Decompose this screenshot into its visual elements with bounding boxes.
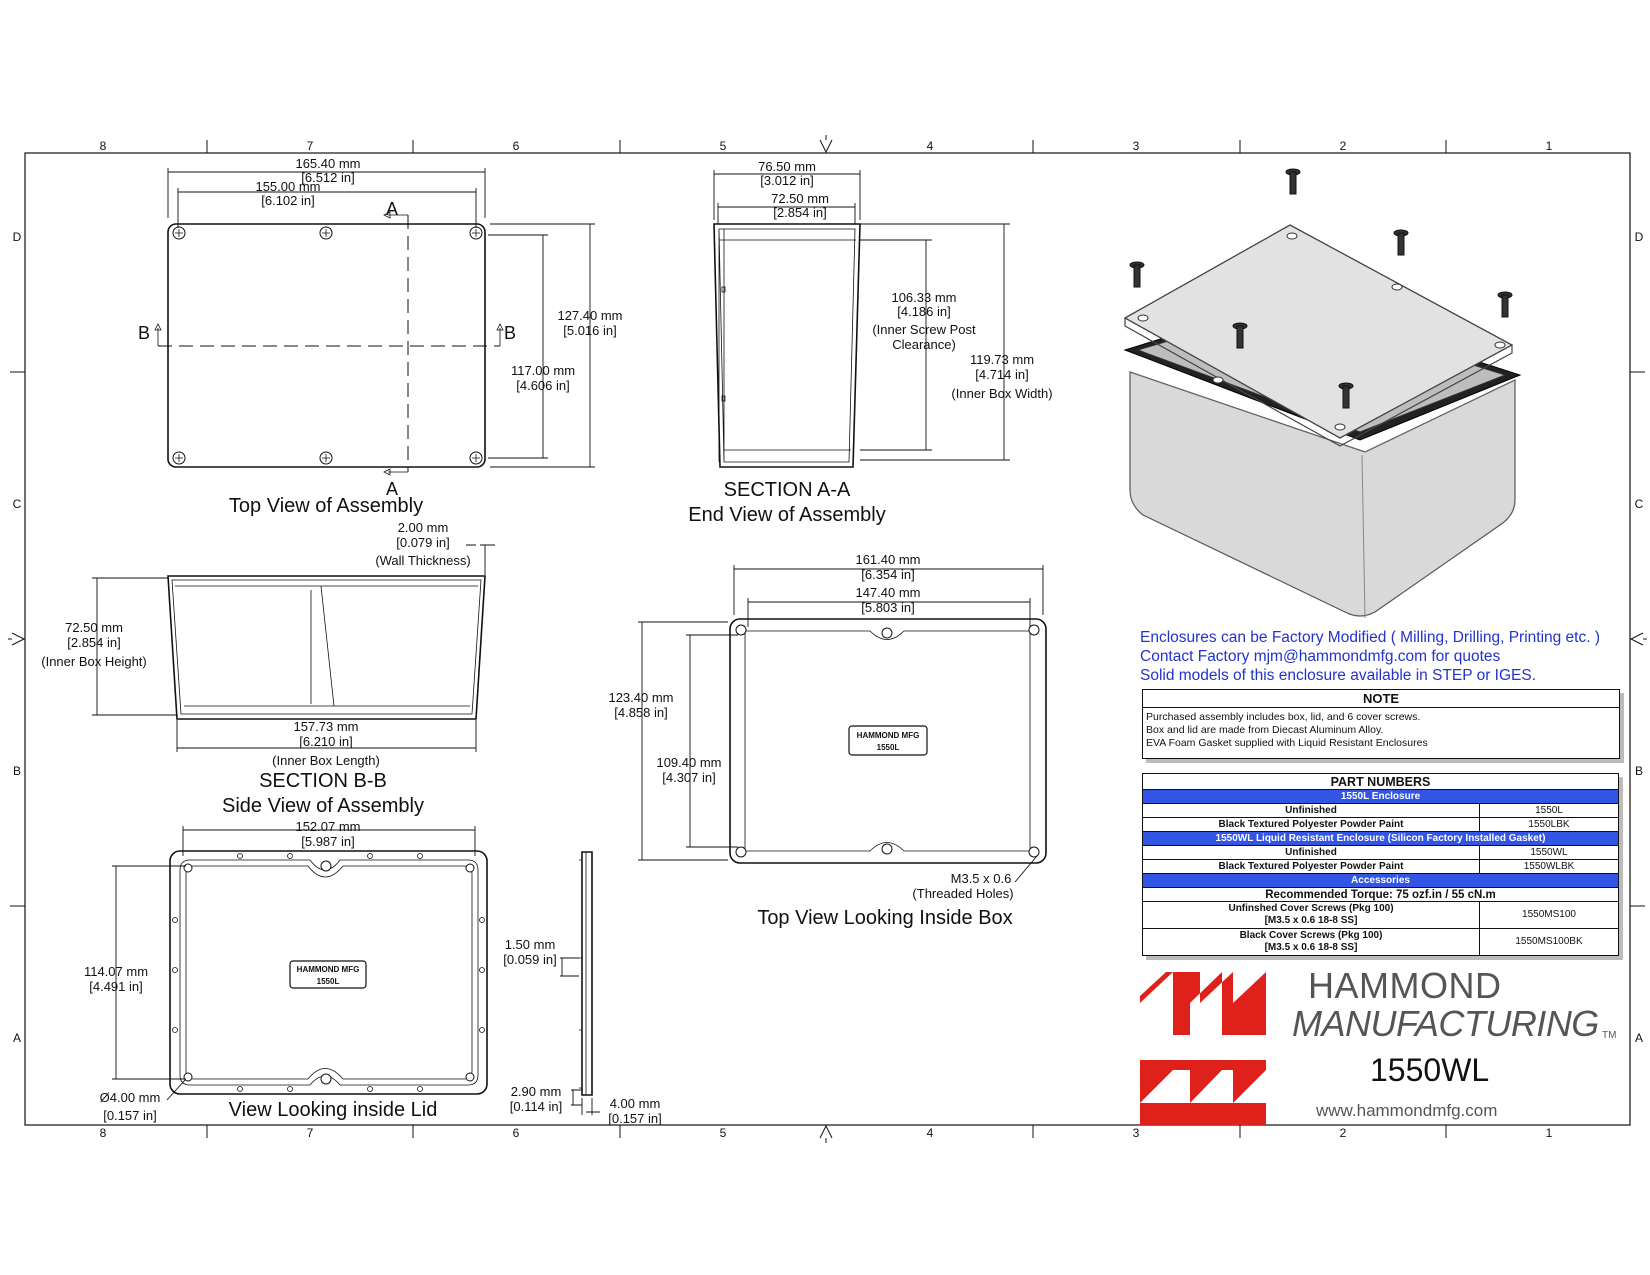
aa-post: 106.33 mm	[891, 290, 957, 305]
aa-post-in: [4.186 in]	[897, 304, 951, 319]
inside-w-outer-in: [6.354 in]	[861, 567, 915, 582]
section-bb	[41, 520, 495, 817]
zone-col-8-bottom: 8	[99, 1126, 107, 1140]
bb-length-note: (Inner Box Length)	[272, 753, 380, 768]
factory-notes	[1140, 628, 1630, 685]
zone-col-2: 2	[1339, 139, 1347, 153]
section-bb-title2: Side View of Assembly	[222, 795, 424, 817]
aa-box-width: 119.73 mm	[969, 352, 1035, 367]
top-width-outer-in: [6.512 in]	[301, 170, 355, 185]
inside-w-outer: 161.40 mm	[855, 552, 921, 567]
part-label-line2: [M3.5 x 0.6 18-8 SS]	[1264, 942, 1358, 953]
zone-row-a-right: A	[1634, 1031, 1644, 1045]
part-numbers-table	[1142, 773, 1619, 956]
aa-post-note1: (Inner Screw Post	[872, 322, 976, 337]
parts-section-1550wl: 1550WL Liquid Resistant Enclosure (Silicon Factory Installed Gasket)	[1143, 832, 1619, 846]
factory-note-2: Contact Factory mjm@hammondmfg.com for quotes	[1140, 648, 1501, 665]
lid-hole-in: [0.157 in]	[103, 1108, 157, 1123]
part-label: Black Textured Polyester Powder Paint	[1143, 860, 1480, 874]
brand-line2: MANUFACTURING	[1292, 1003, 1599, 1044]
lid-inside-view	[84, 819, 487, 1123]
inside-h-outer-in: [4.858 in]	[614, 705, 668, 720]
zone-row-b: B	[12, 764, 22, 778]
lid-t3: 4.00 mm	[609, 1096, 661, 1111]
section-aa	[688, 159, 1052, 526]
bb-height: 72.50 mm	[65, 620, 123, 635]
section-b-label-right: B	[504, 323, 517, 343]
table-row	[1143, 929, 1619, 956]
zone-col-7: 7	[306, 139, 314, 153]
bb-length: 157.73 mm	[293, 719, 359, 734]
part-number: 1550WL	[1480, 846, 1619, 860]
factory-note-1: Enclosures can be Factory Modified ( Milling, Drilling, Printing etc. )	[1140, 629, 1601, 646]
section-a-label-top: A	[386, 199, 399, 219]
top-view-title: Top View of Assembly	[228, 495, 424, 517]
zone-row-c: C	[12, 497, 22, 511]
note-line-1: Purchased assembly includes box, lid, and 6 cover screws.	[1146, 711, 1421, 723]
isometric-enclosure	[1125, 169, 1520, 618]
top-width-inner-in: [6.102 in]	[261, 193, 315, 208]
note-line-3: EVA Foam Gasket supplied with Liquid Resistant Enclosures	[1146, 737, 1428, 749]
zone-col-7-bottom: 7	[306, 1126, 314, 1140]
zone-col-6-bottom: 6	[512, 1126, 520, 1140]
lid-t3-in: [0.157 in]	[608, 1111, 662, 1126]
parts-title: PART NUMBERS	[1143, 774, 1619, 790]
brand-tm: TM	[1602, 1030, 1617, 1041]
zone-col-4: 4	[926, 139, 934, 153]
lid-t2: 2.90 mm	[510, 1084, 562, 1099]
zone-col-1-bottom: 1	[1545, 1126, 1553, 1140]
aa-inner: 72.50 mm	[771, 191, 829, 206]
website-link[interactable]: www.hammondmfg.com	[1316, 1101, 1498, 1120]
parts-torque: Recommended Torque: 75 ozf.in / 55 cN.m	[1143, 888, 1619, 902]
bb-height-in: [2.854 in]	[67, 635, 121, 650]
table-row	[1143, 804, 1619, 818]
zone-row-d-right: D	[1634, 230, 1644, 244]
brand-line1: HAMMOND	[1308, 965, 1502, 1006]
inside-h-outer: 123.40 mm	[608, 690, 674, 705]
zone-col-4-bottom: 4	[926, 1126, 934, 1140]
zone-col-6: 6	[512, 139, 520, 153]
part-number: 1550WLBK	[1480, 860, 1619, 874]
table-row	[1143, 818, 1619, 832]
zone-row-a: A	[12, 1031, 22, 1045]
inside-box-view	[608, 552, 1046, 929]
parts-section-accessories: Accessories	[1143, 874, 1619, 888]
section-b-label-left: B	[138, 323, 151, 343]
bb-wall-in: [0.079 in]	[396, 535, 450, 550]
inside-h-inner: 109.40 mm	[656, 755, 722, 770]
section-bb-title1: SECTION B-B	[259, 770, 387, 792]
lid-label-line2: 1550L	[316, 977, 340, 986]
table-row	[1143, 846, 1619, 860]
inside-h-inner-in: [4.307 in]	[662, 770, 716, 785]
aa-inner-in: [2.854 in]	[773, 205, 827, 220]
top-height-outer: 127.40 mm	[557, 308, 623, 323]
top-width-inner: 155.00 mm	[255, 179, 321, 194]
aa-outer: 76.50 mm	[758, 159, 816, 174]
zone-col-3-bottom: 3	[1132, 1126, 1140, 1140]
zone-col-5-bottom: 5	[719, 1126, 727, 1140]
zone-row-b-right: B	[1634, 764, 1644, 778]
part-number: 1550L	[1480, 804, 1619, 818]
section-aa-title1: SECTION A-A	[723, 479, 851, 501]
part-number: 1550LBK	[1480, 818, 1619, 832]
bb-length-in: [6.210 in]	[299, 734, 353, 749]
lid-t1: 1.50 mm	[504, 937, 556, 952]
part-label-line2: [M3.5 x 0.6 18-8 SS]	[1264, 915, 1358, 926]
part-label	[1143, 902, 1480, 929]
top-height-inner-in: [4.606 in]	[516, 378, 570, 393]
factory-note-3: Solid models of this enclosure available in STEP or IGES.	[1140, 667, 1537, 684]
zone-row-d: D	[12, 230, 22, 244]
lid-width-in: [5.987 in]	[301, 834, 355, 849]
parts-section-1550l: 1550L Enclosure	[1143, 790, 1619, 804]
lid-t2-in: [0.114 in]	[509, 1099, 563, 1114]
top-width-outer: 165.40 mm	[295, 156, 361, 171]
table-row	[1143, 860, 1619, 874]
lid-width: 152.07 mm	[295, 819, 361, 834]
model-number: 1550WL	[1370, 1052, 1490, 1088]
part-label-line1: Black Cover Screws (Pkg 100)	[1239, 930, 1383, 941]
part-label: Black Textured Polyester Powder Paint	[1143, 818, 1480, 832]
part-number: 1550MS100BK	[1480, 929, 1619, 956]
zone-row-c-right: C	[1634, 497, 1644, 511]
top-height-outer-in: [5.016 in]	[563, 323, 617, 338]
zone-col-5: 5	[719, 139, 727, 153]
hammond-logo-mark	[1140, 972, 1266, 1125]
box-label-line2: 1550L	[876, 743, 900, 752]
bb-height-note: (Inner Box Height)	[41, 654, 147, 669]
lid-side-view	[503, 852, 662, 1126]
zone-col-2-bottom: 2	[1339, 1126, 1347, 1140]
part-label: Unfinished	[1143, 804, 1480, 818]
box-label-line1: HAMMOND MFG	[856, 731, 920, 740]
part-number: 1550MS100	[1480, 902, 1619, 929]
zone-col-1: 1	[1545, 139, 1553, 153]
table-row	[1143, 902, 1619, 929]
lid-height: 114.07 mm	[83, 964, 149, 979]
lid-view-title: View Looking inside Lid	[228, 1099, 438, 1121]
section-aa-outline	[714, 224, 860, 467]
section-a-label-bottom: A	[386, 479, 399, 499]
inside-view-title: Top View Looking Inside Box	[757, 907, 1013, 929]
part-label-line1: Unfinshed Cover Screws (Pkg 100)	[1228, 903, 1394, 914]
inside-thread: M3.5 x 0.6	[950, 871, 1012, 886]
note-box	[1142, 689, 1620, 759]
lid-label-line1: HAMMOND MFG	[296, 965, 360, 974]
aa-outer-in: [3.012 in]	[760, 173, 814, 188]
lid-t1-in: [0.059 in]	[503, 952, 557, 967]
note-line-2: Box and lid are made from Diecast Aluminum Alloy.	[1146, 724, 1384, 736]
part-label	[1143, 929, 1480, 956]
zone-col-8: 8	[99, 139, 107, 153]
note-title: NOTE	[1143, 690, 1619, 708]
lid-hole: Ø4.00 mm	[99, 1090, 161, 1105]
section-aa-title2: End View of Assembly	[688, 504, 886, 526]
bb-wall: 2.00 mm	[397, 520, 449, 535]
aa-box-width-note: (Inner Box Width)	[951, 386, 1053, 401]
top-height-inner: 117.00 mm	[510, 363, 576, 378]
part-label: Unfinished	[1143, 846, 1480, 860]
inside-thread-note: (Threaded Holes)	[912, 886, 1014, 901]
aa-post-note2: Clearance)	[892, 337, 956, 352]
bb-wall-note: (Wall Thickness)	[375, 553, 471, 568]
inside-w-inner-in: [5.803 in]	[861, 600, 915, 615]
zone-col-3: 3	[1132, 139, 1140, 153]
aa-box-width-in: [4.714 in]	[975, 367, 1029, 382]
inside-w-inner: 147.40 mm	[855, 585, 921, 600]
top-view-assembly	[138, 156, 623, 517]
section-bb-outline	[168, 576, 485, 719]
lid-height-in: [4.491 in]	[89, 979, 143, 994]
